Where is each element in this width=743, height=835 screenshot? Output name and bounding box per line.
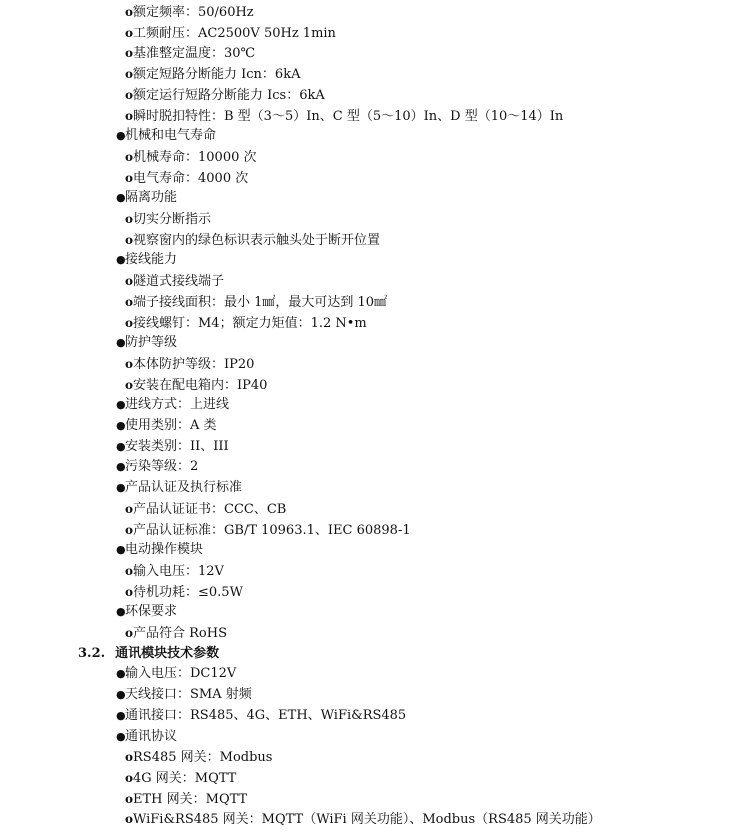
- bullet-circle-icon: o: [125, 149, 134, 164]
- list-item-text: 通讯协议: [125, 728, 178, 744]
- list-item: [116, 188, 177, 209]
- list-item-text: 使用类别：A 类: [125, 418, 217, 433]
- list-item-text: ETH 网关：MQTT: [133, 791, 248, 807]
- bullet-circle-icon: o: [125, 212, 134, 226]
- bullet-dot-icon: ●: [116, 605, 126, 619]
- list-item: [116, 457, 198, 478]
- list-item: [116, 333, 177, 354]
- sub-list-item: [125, 168, 248, 189]
- list-item-text: 隔离功能: [125, 190, 178, 206]
- list-item-text: 本体防护等级：IP20: [133, 356, 255, 372]
- sub-list-item: [125, 64, 300, 85]
- list-item-text: 通讯接口：RS485、4G、ETH、WiFi&RS485: [125, 707, 407, 723]
- bullet-circle-icon: o: [125, 108, 134, 123]
- bullet-circle-icon: o: [125, 770, 134, 785]
- bullet-dot-icon: ●: [116, 460, 126, 474]
- list-item-text: 切实分断指示: [133, 212, 212, 227]
- sub-list-item: [125, 582, 243, 603]
- list-item: [116, 540, 203, 561]
- list-item-text: 端子接线面积：最小 1㎟，最大可达到 10㎟: [133, 294, 388, 310]
- bullet-circle-icon: o: [125, 315, 134, 330]
- bullet-dot-icon: ●: [116, 729, 126, 743]
- list-item-text: 工频耐压：AC2500V 50Hz 1min: [133, 25, 336, 41]
- section-title: 通讯模块技术参数: [115, 645, 220, 661]
- sub-list-item: [125, 623, 227, 644]
- sub-list-item: [125, 209, 211, 230]
- sub-list-item: [125, 499, 286, 520]
- list-item-text: 接线能力: [125, 252, 178, 268]
- bullet-dot-icon: ●: [116, 688, 126, 702]
- list-item-text: 天线接口：SMA 射频: [125, 687, 252, 703]
- list-item-text: RS485 网关：Modbus: [133, 750, 273, 766]
- list-item-text: 瞬时脱扣特性：B 型（3～5）In、C 型（5～10）In、D 型（10～14）In: [133, 108, 564, 124]
- list-item-text: 视察窗内的绿色标识表示触头处于断开位置: [133, 232, 381, 248]
- list-item-text: 污染等级：2: [125, 459, 199, 475]
- list-item-text: 产品认证证书：CCC、CB: [133, 501, 287, 517]
- list-item: [116, 395, 229, 416]
- list-item-text: 基准整定温度：30℃: [133, 46, 256, 62]
- bullet-circle-icon: o: [125, 501, 134, 516]
- list-item-text: 进线方式：上进线: [125, 397, 230, 413]
- list-item-text: 额定运行短路分断能力 Ics：6kA: [133, 87, 325, 103]
- list-item: [116, 685, 252, 706]
- sub-list-item: [125, 292, 387, 313]
- list-item-text: 输入电压：12V: [133, 563, 224, 579]
- sub-list-item: [125, 520, 411, 541]
- list-item-text: 4G 网关：MQTT: [133, 770, 237, 786]
- bullet-circle-icon: o: [125, 563, 134, 578]
- sub-list-item: [125, 85, 325, 106]
- section-number: 3.2.: [78, 645, 106, 661]
- list-item: [116, 706, 406, 727]
- bullet-circle-icon: o: [125, 377, 134, 392]
- bullet-dot-icon: ●: [116, 253, 126, 267]
- bullet-circle-icon: o: [125, 294, 134, 309]
- sub-list-item: [125, 375, 267, 396]
- bullet-circle-icon: o: [125, 522, 134, 537]
- sub-list-item: [125, 43, 255, 64]
- list-item: [116, 727, 177, 748]
- list-item-text: 产品符合 RoHS: [133, 626, 227, 641]
- list-item-text: 额定短路分断能力 Icn：6kA: [133, 67, 301, 83]
- sub-list-item: [125, 230, 380, 251]
- bullet-dot-icon: ●: [116, 129, 126, 143]
- bullet-circle-icon: o: [125, 274, 134, 289]
- bullet-circle-icon: o: [125, 87, 134, 102]
- sub-list-item: [125, 768, 236, 789]
- list-item-text: 隧道式接线端子: [133, 274, 225, 290]
- list-item-text: 防护等级: [125, 335, 178, 351]
- bullet-dot-icon: ●: [116, 439, 126, 453]
- sub-list-item: [125, 271, 224, 292]
- sub-list-item: [125, 313, 367, 334]
- sub-list-item: [125, 2, 254, 23]
- sub-list-item: [125, 23, 336, 44]
- bullet-dot-icon: ●: [116, 543, 126, 557]
- sub-list-item: [125, 809, 601, 830]
- bullet-circle-icon: o: [125, 791, 134, 806]
- sub-list-item: [125, 789, 247, 810]
- sub-list-item: [125, 354, 254, 375]
- list-item: [116, 437, 229, 458]
- bullet-dot-icon: ●: [116, 336, 126, 350]
- bullet-circle-icon: o: [125, 46, 134, 61]
- list-item: [116, 664, 236, 685]
- bullet-dot-icon: ●: [116, 419, 126, 432]
- bullet-dot-icon: ●: [116, 191, 126, 205]
- bullet-dot-icon: ●: [116, 667, 126, 681]
- bullet-circle-icon: o: [125, 67, 134, 82]
- bullet-circle-icon: o: [125, 170, 134, 185]
- list-item-text: 额定频率：50/60Hz: [133, 5, 254, 20]
- list-item-text: 产品认证标准：GB/T 10963.1、IEC 60898-1: [133, 522, 411, 538]
- list-item: [116, 126, 216, 147]
- list-item: [116, 250, 177, 271]
- list-item: [116, 602, 177, 623]
- list-item: [116, 478, 242, 499]
- list-item-text: 电气寿命：4000 次: [133, 170, 249, 186]
- bullet-circle-icon: o: [125, 5, 134, 19]
- bullet-dot-icon: ●: [116, 708, 126, 722]
- bullet-circle-icon: o: [125, 584, 134, 599]
- sub-list-item: [125, 106, 563, 127]
- bullet-circle-icon: o: [125, 750, 134, 765]
- list-item-text: 待机功耗：≤0.5W: [133, 584, 243, 600]
- list-item-text: 安装类别：II、III: [125, 438, 229, 454]
- sub-list-item: [125, 747, 272, 768]
- list-item-text: 环保要求: [125, 604, 178, 620]
- bullet-circle-icon: o: [125, 812, 134, 827]
- sub-list-item: [125, 561, 224, 582]
- section-heading: [78, 644, 219, 665]
- bullet-circle-icon: o: [125, 356, 134, 371]
- sub-list-item: [125, 147, 257, 168]
- bullet-circle-icon: o: [125, 232, 134, 247]
- list-item-text: WiFi&RS485 网关：MQTT（WiFi 网关功能）、Modbus（RS485 网关功能）: [133, 812, 601, 828]
- list-item-text: 机械寿命：10000 次: [133, 149, 257, 165]
- bullet-dot-icon: ●: [116, 481, 126, 495]
- list-item-text: 输入电压：DC12V: [125, 666, 237, 682]
- bullet-dot-icon: ●: [116, 398, 126, 412]
- list-item-text: 安装在配电箱内：IP40: [133, 377, 268, 393]
- list-item-text: 产品认证及执行标准: [125, 480, 243, 496]
- list-item-text: 接线螺钉：M4；额定力矩值：1.2 N•m: [133, 315, 367, 331]
- list-item: [116, 416, 217, 437]
- bullet-circle-icon: o: [125, 25, 134, 40]
- bullet-circle-icon: o: [125, 626, 134, 640]
- list-item-text: 电动操作模块: [125, 542, 204, 558]
- list-item-text: 机械和电气寿命: [125, 128, 217, 144]
